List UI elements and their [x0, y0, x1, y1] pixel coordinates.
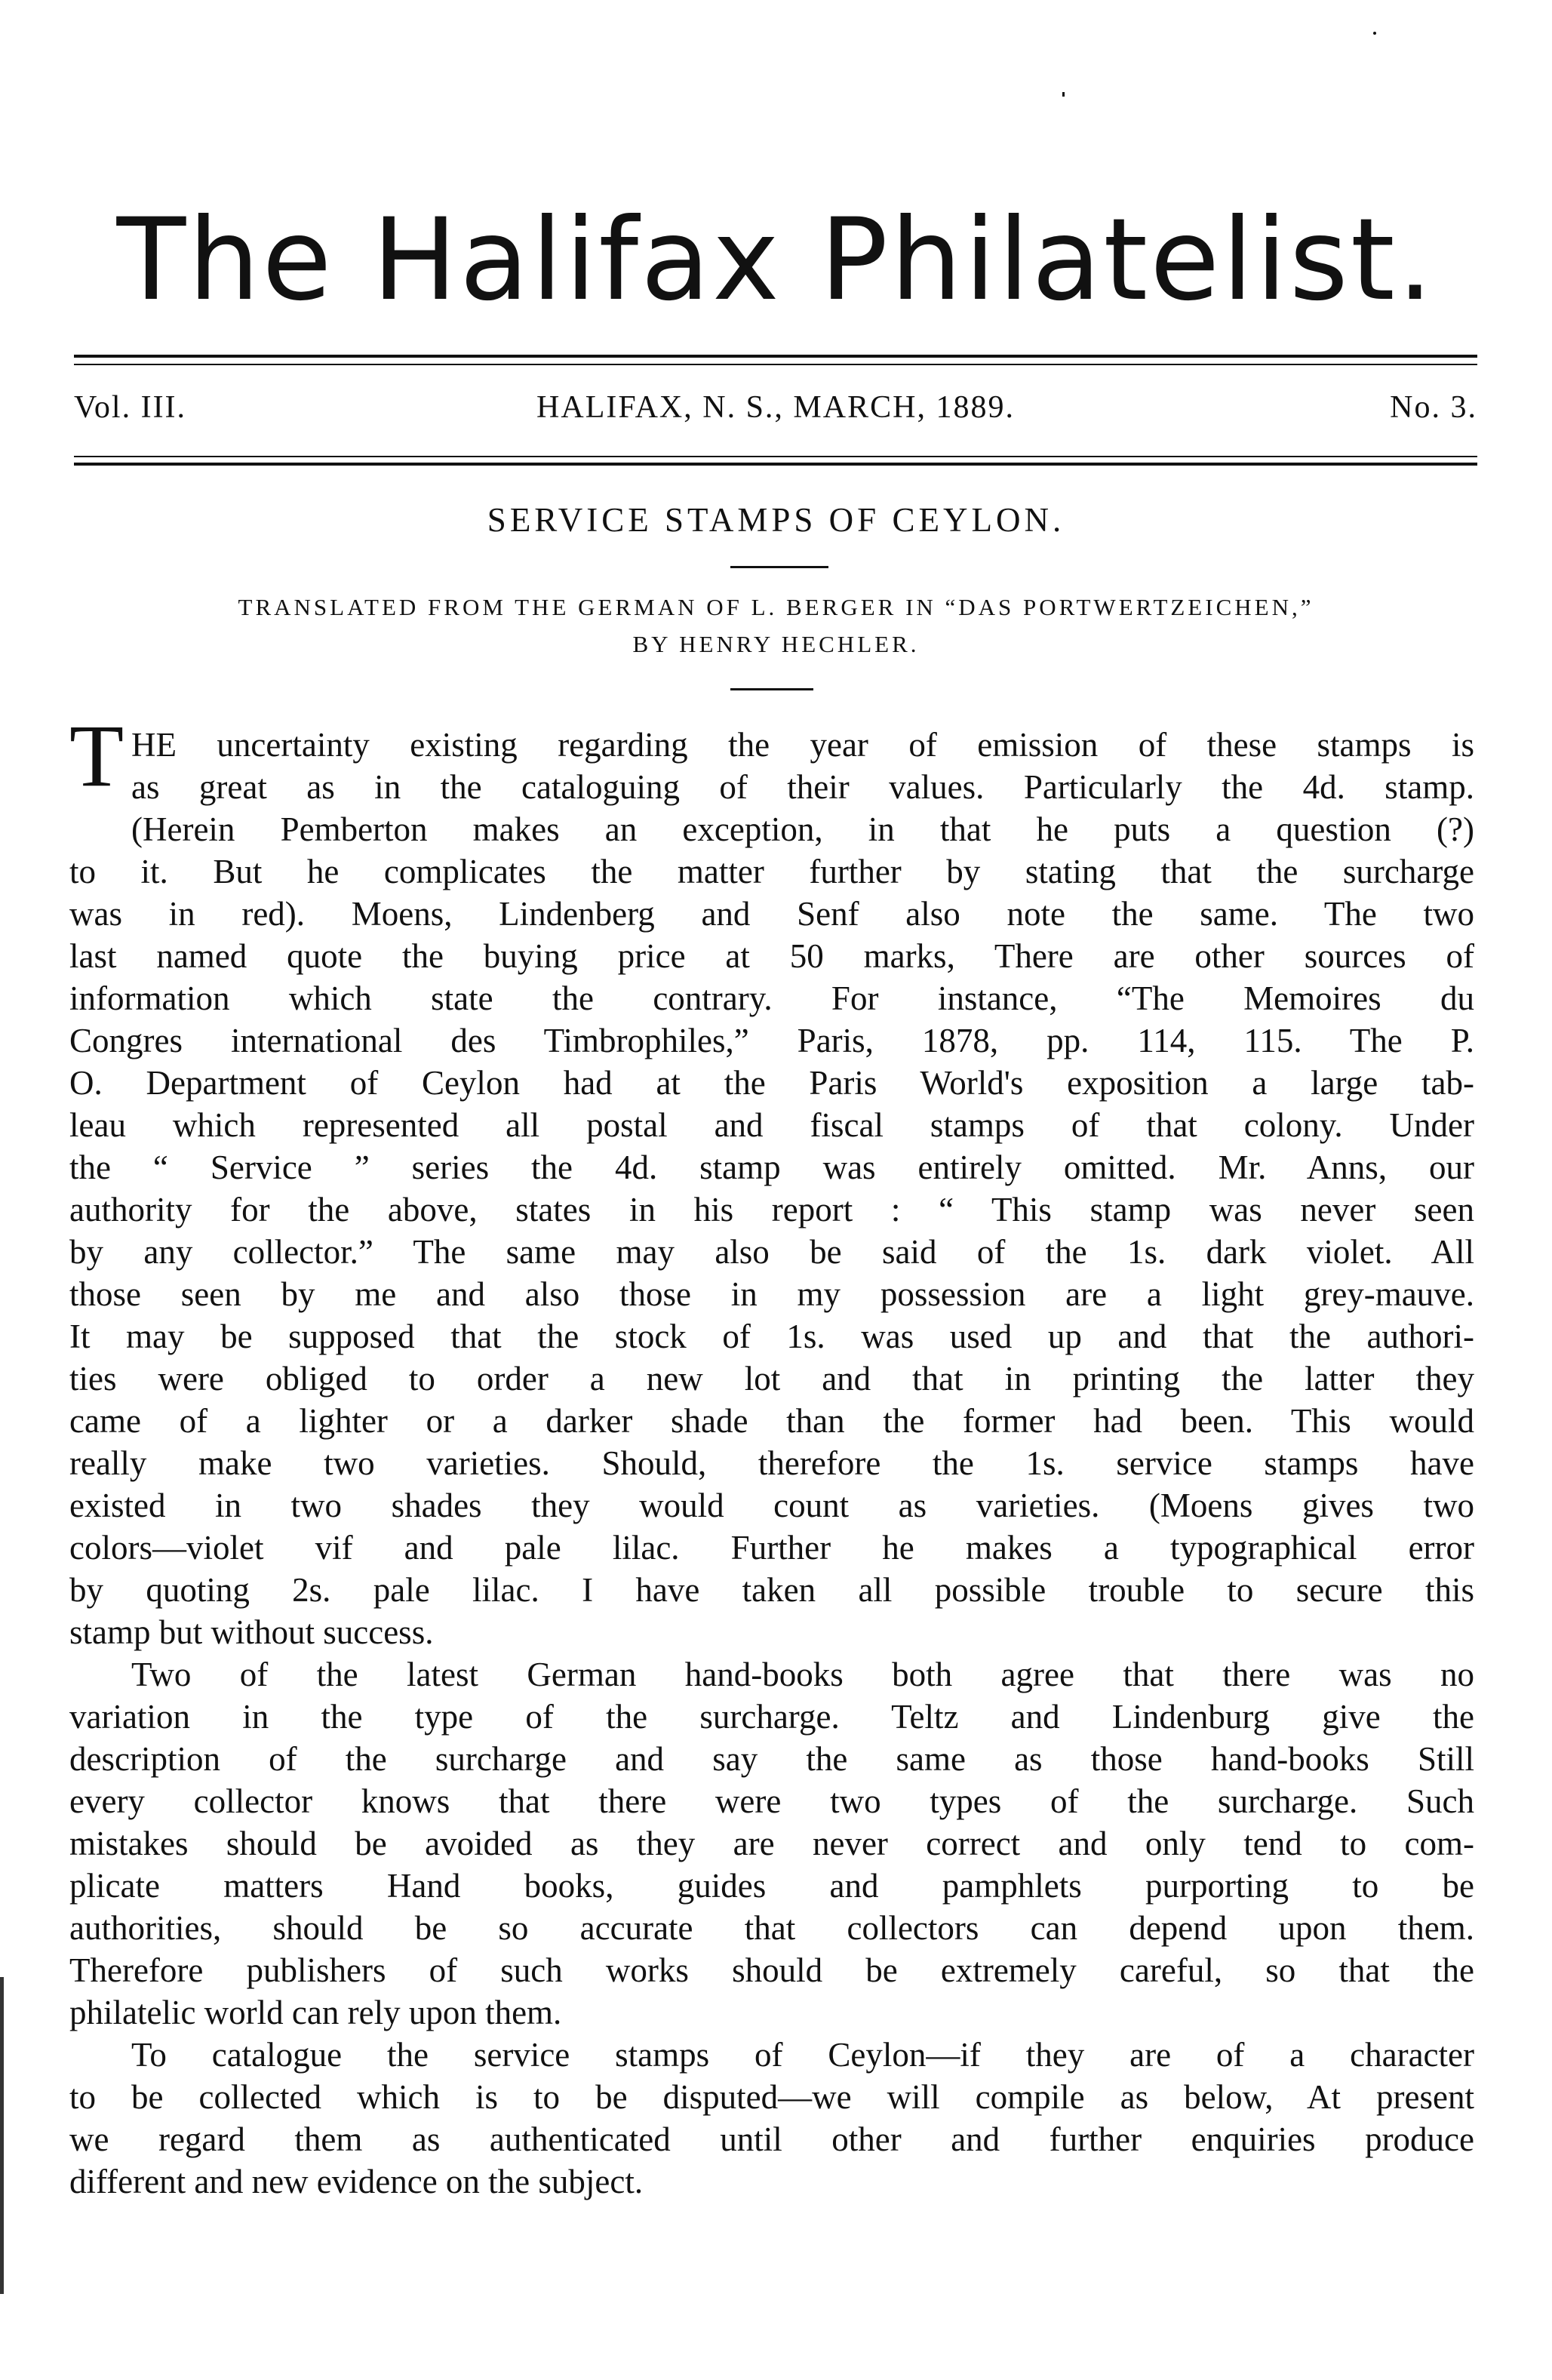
- text-line: Congres international des Timbrophiles,” Paris, 1878, pp. 114, 115. The P.: [69, 1022, 1474, 1059]
- volume-label: Vol. III.: [74, 390, 187, 425]
- text-line: by any collector.” The same may also be said of the 1s. dark violet. All: [69, 1233, 1474, 1271]
- text-line: we regard them as authenticated until other and further enquiries produce: [69, 2120, 1474, 2158]
- text-line: the “ Service ” series the 4d. stamp was entirely omitted. Mr. Anns, our: [69, 1148, 1474, 1186]
- text-line: by quoting 2s. pale lilac. I have taken all possible trouble to secure this: [69, 1571, 1474, 1609]
- text-line: HE uncertainty existing regarding the year of emission of these stamps is: [131, 726, 1474, 764]
- text-line: philatelic world can rely upon them.: [69, 1994, 562, 2031]
- translator-byline: BY HENRY HECHLER.: [632, 631, 920, 657]
- scan-speck: [1062, 92, 1065, 97]
- text-line: plicate matters Hand books, guides and pamphlets purporting to be: [69, 1867, 1474, 1905]
- text-line: Therefore publishers of such works should be extremely careful, so that the: [69, 1951, 1474, 1989]
- text-line: last named quote the buying price at 50 marks, There are other sources of: [69, 937, 1474, 975]
- translation-byline: TRANSLATED FROM THE GERMAN OF L. BERGER IN “DAS PORTWERTZEICHEN,”: [238, 594, 1314, 620]
- text-line: authority for the above, states in his report : “ This stamp was never seen: [69, 1191, 1474, 1228]
- text-line: It may be supposed that the stock of 1s. was used up and that the authori-: [69, 1318, 1474, 1355]
- scan-edge-mark: [0, 1977, 4, 2294]
- text-line: variation in the type of the surcharge. Teltz and Lindenburg give the: [69, 1698, 1474, 1736]
- text-line: leau which represented all postal and fiscal stamps of that colony. Under: [69, 1106, 1474, 1144]
- text-line: to it. But he complicates the matter further by stating that the surcharge: [69, 853, 1474, 890]
- text-line: different and new evidence on the subject.: [69, 2163, 644, 2200]
- masthead-title: The Halifax Philatelist.: [116, 195, 1436, 326]
- text-line: stamp but without success.: [69, 1613, 434, 1651]
- article-body: [69, 0, 1474, 2380]
- article-heading: SERVICE STAMPS OF CEYLON.: [487, 501, 1065, 539]
- text-line: mistakes should be avoided as they are never correct and only tend to com-: [69, 1825, 1474, 1862]
- text-line: ties were obliged to order a new lot and that in printing the latter they: [69, 1360, 1474, 1398]
- text-line: as great as in the cataloguing of their values. Particularly the 4d. stamp.: [131, 768, 1474, 806]
- drop-cap: T: [69, 706, 124, 805]
- issue-number: No. 3.: [1390, 390, 1477, 425]
- place-date: HALIFAX, N. S., MARCH, 1889.: [536, 390, 1015, 425]
- text-line: to be collected which is to be disputed—we will compile as below, At present: [69, 2078, 1474, 2116]
- text-line: colors—violet vif and pale lilac. Further he makes a typographical error: [69, 1529, 1474, 1567]
- text-line: Two of the latest German hand-books both agree that there was no: [131, 1656, 1474, 1693]
- text-line: O. Department of Ceylon had at the Paris World's exposition a large tab-: [69, 1064, 1474, 1102]
- text-line: existed in two shades they would count as varieties. (Moens gives two: [69, 1487, 1474, 1524]
- text-line: (Herein Pemberton makes an exception, in that he puts a question (?): [131, 810, 1474, 848]
- text-line: information which state the contrary. For instance, “The Memoires du: [69, 979, 1474, 1017]
- text-line: was in red). Moens, Lindenberg and Senf also note the same. The two: [69, 895, 1474, 933]
- text-line: came of a lighter or a darker shade than the former had been. This would: [69, 1402, 1474, 1440]
- text-line: description of the surcharge and say the same as those hand-books Still: [69, 1740, 1474, 1778]
- text-line: every collector knows that there were two types of the surcharge. Such: [69, 1782, 1474, 1820]
- text-line: those seen by me and also those in my possession are a light grey-mauve.: [69, 1275, 1474, 1313]
- text-line: authorities, should be so accurate that collectors can depend upon them.: [69, 1909, 1474, 1947]
- text-line: To catalogue the service stamps of Ceylon—if they are of a character: [131, 2036, 1474, 2074]
- scan-speck: [1373, 32, 1376, 35]
- text-line: really make two varieties. Should, therefore the 1s. service stamps have: [69, 1444, 1474, 1482]
